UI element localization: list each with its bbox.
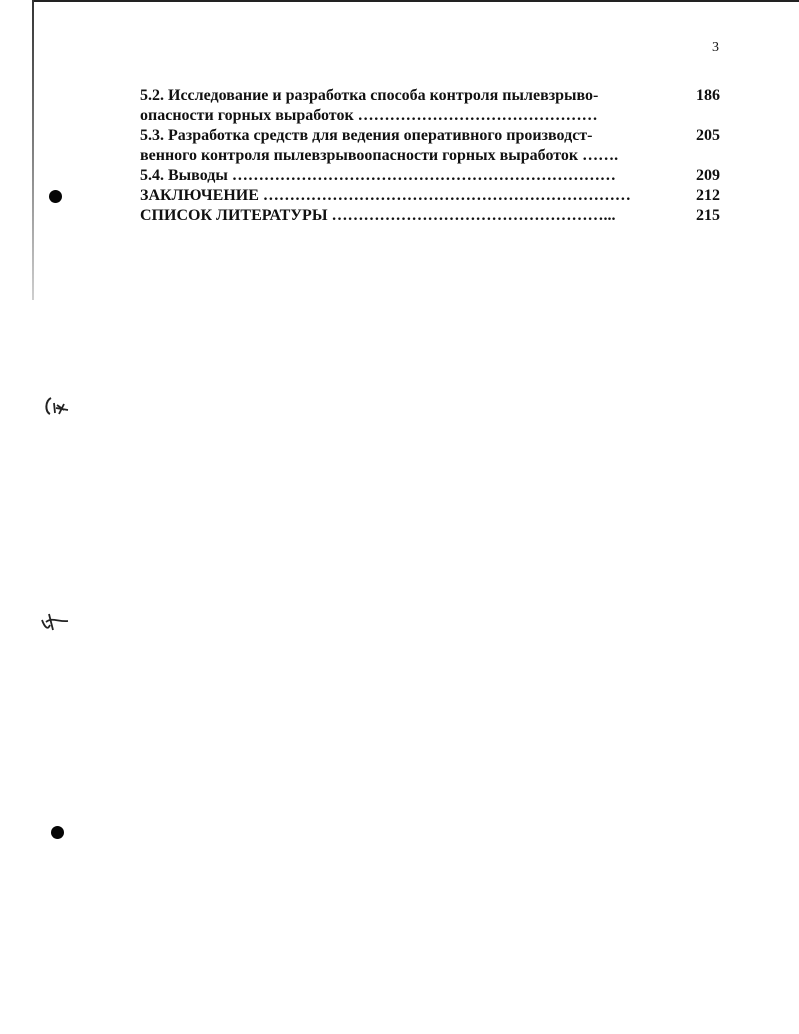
toc-entry-5-3: [140, 126, 720, 166]
toc-page-number: 209: [696, 167, 720, 184]
toc-entry-line: 5.4. Выводы ………………………………………………………………: [140, 167, 616, 184]
toc-entry-line: 5.2. Исследование и разработка способа контроля пылевзрыво-: [140, 87, 599, 104]
scan-edge-top: [32, 0, 799, 2]
punch-hole-mark: [51, 826, 64, 839]
handwritten-mark: [42, 394, 72, 420]
toc-page-number: 186: [696, 87, 720, 104]
toc-page-number: 212: [696, 187, 720, 204]
toc-page-number: 215: [696, 207, 720, 224]
handwritten-mark: [38, 608, 72, 634]
page-number: 3: [712, 40, 719, 55]
toc-entry-5-4: [140, 166, 720, 186]
toc-entry-line: опасности горных выработок ………………………………………: [140, 107, 598, 124]
toc-entry-line: венного контроля пылевзрывоопасности горных выработок …….: [140, 147, 619, 164]
toc-entry-5-2: [140, 86, 720, 126]
toc-entry-line: ЗАКЛЮЧЕНИЕ ……………………………………………………………: [140, 187, 631, 204]
punch-hole-mark: [49, 190, 62, 203]
toc-entry-line: СПИСОК ЛИТЕРАТУРЫ ……………………………………………...: [140, 207, 616, 224]
toc-page-number: 205: [696, 127, 720, 144]
toc-entry-references: [140, 206, 720, 226]
scan-edge-left: [32, 0, 34, 300]
toc-entry-line: 5.3. Разработка средств для ведения оперативного производст-: [140, 127, 593, 144]
table-of-contents: [140, 86, 720, 226]
toc-entry-conclusion: [140, 186, 720, 206]
